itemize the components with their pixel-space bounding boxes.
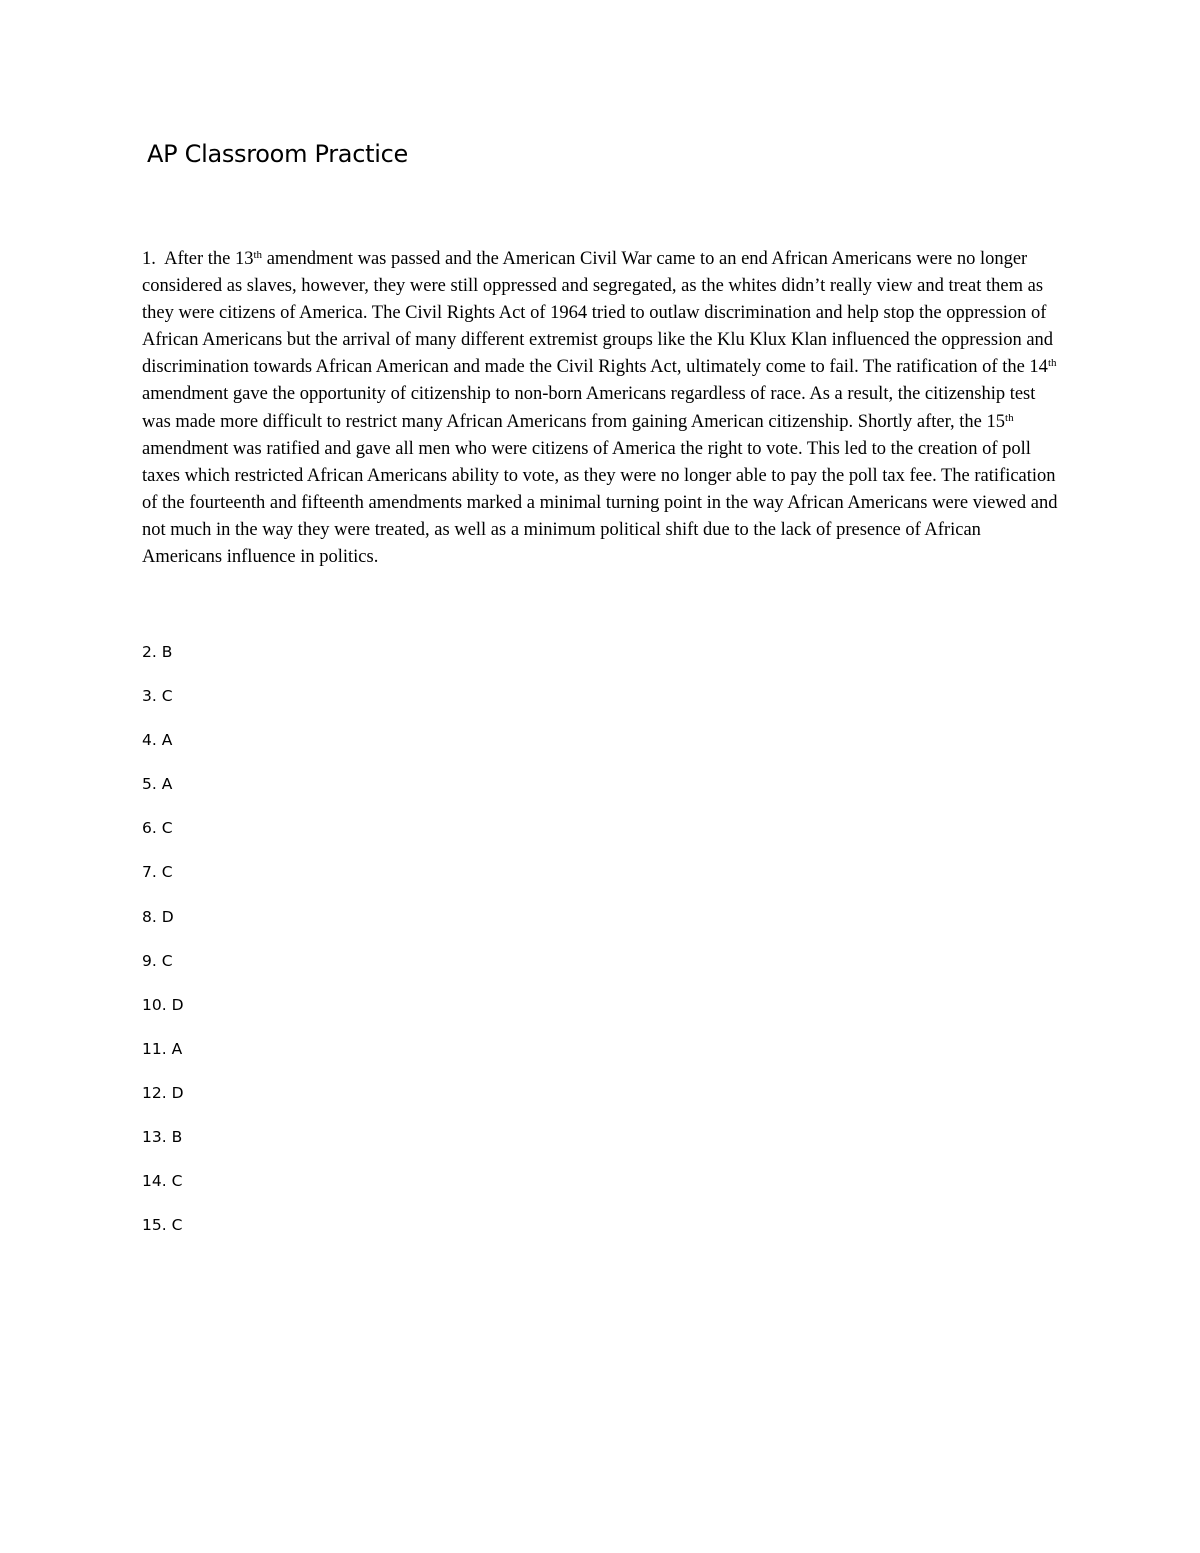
answer-item xyxy=(142,1213,184,1257)
answer-choice: C xyxy=(161,819,173,838)
answer-choice: D xyxy=(161,907,174,926)
answer-item xyxy=(142,1037,184,1081)
answer-choice: A xyxy=(171,1039,183,1058)
answer-item xyxy=(142,684,184,728)
answer-number: 15. xyxy=(142,1216,167,1235)
answer-item xyxy=(142,1081,184,1125)
essay-text-segment: After the 13 xyxy=(164,249,254,269)
answer-choice: A xyxy=(161,731,173,750)
answer-number: 3. xyxy=(142,687,157,706)
ordinal-superscript: th xyxy=(253,249,263,261)
answer-choice: C xyxy=(161,687,173,706)
page-title: AP Classroom Practice xyxy=(147,140,408,168)
answer-number: 7. xyxy=(142,863,157,882)
answer-number: 12. xyxy=(142,1083,167,1102)
answer-number: 4. xyxy=(142,731,157,750)
answer-item xyxy=(142,905,184,949)
answer-list xyxy=(142,640,184,1257)
answer-number: 9. xyxy=(142,951,157,970)
answer-number: 5. xyxy=(142,775,157,794)
answer-choice: B xyxy=(171,1128,183,1147)
answer-item xyxy=(142,993,184,1037)
answer-choice: C xyxy=(161,863,173,882)
answer-number: 8. xyxy=(142,907,157,926)
answer-number: 10. xyxy=(142,995,167,1014)
answer-number: 11. xyxy=(142,1039,167,1058)
essay-answer xyxy=(142,246,1062,571)
answer-choice: C xyxy=(171,1216,183,1235)
answer-choice: C xyxy=(161,951,173,970)
answer-item xyxy=(142,772,184,816)
essay-text-segment: amendment was passed and the American Civil War came to an end African Americans were no longer considered as slaves, however, they were still oppressed and segregated, as the whites didn’t really view and treat them as they were citizens of America. The Civil Rights Act of 1964 tried to outlaw discrimination and help stop the oppression of African Americans but the arrival of many different extremist groups like the Klu Klux Klan influenced the oppression and discrimination towards African American and made the Civil Rights Act, ultimately come to fail. The ratification of the 14 xyxy=(142,249,1054,378)
essay-text-segment: amendment gave the opportunity of citizenship to non-born Americans regardless of race. As a result, the citizenship test was made more difficult to restrict many African Americans from gaining American citizenship. Shortly after, the 15 xyxy=(142,384,1036,432)
answer-number: 2. xyxy=(142,643,157,661)
ordinal-superscript: th xyxy=(1005,411,1014,424)
answer-choice: D xyxy=(171,995,184,1014)
answer-choice: B xyxy=(161,643,173,661)
answer-item xyxy=(142,816,184,860)
essay-text xyxy=(142,249,1057,567)
answer-item xyxy=(142,640,184,684)
answer-item xyxy=(142,949,184,993)
answer-number: 6. xyxy=(142,819,157,838)
answer-choice: A xyxy=(161,775,173,794)
answer-number: 14. xyxy=(142,1172,167,1191)
essay-text-segment: amendment was ratified and gave all men who were citizens of America the right to vote. This led to the creation of poll taxes which restricted African Americans ability to vote, as they were no longer able to pay the poll tax fee. The ratification of the fourteenth and fifteenth amendments marked a minimal turning point in the way African Americans were viewed and not much in the way they were treated, as well as a minimum political shift due to the lack of presence of African Americans influence in politics. xyxy=(142,438,1058,568)
answer-number: 13. xyxy=(142,1128,167,1147)
answer-choice: C xyxy=(171,1172,183,1191)
essay-number: 1. xyxy=(142,249,156,269)
answer-item xyxy=(142,1125,184,1169)
answer-choice: D xyxy=(171,1083,184,1102)
answer-item xyxy=(142,860,184,904)
answer-item xyxy=(142,728,184,772)
answer-item xyxy=(142,1169,184,1213)
ordinal-superscript: th xyxy=(1047,357,1057,370)
